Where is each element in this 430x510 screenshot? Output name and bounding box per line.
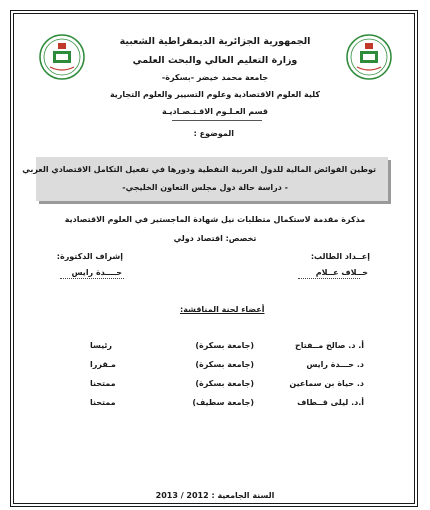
member-university: (جامعة بسكرة) <box>195 379 254 388</box>
department-underline <box>172 120 262 121</box>
header-university: جامعة محمد خيضر -بسكرة- <box>161 73 269 82</box>
academic-year: السنة الجامعية : 2012 / 2013 <box>155 491 275 500</box>
member-university: (جامعة بسكرة) <box>195 341 254 350</box>
member-university: (جامعة سطيف) <box>192 398 254 407</box>
member-role: مـقررا <box>90 360 116 369</box>
thesis-purpose: مذكرة مقدمة لاستكمال متطلبات نيل شهادة الماجستير في العلوم الاقتصادية <box>64 215 366 224</box>
committee-heading: أعضاء لجنة المناقشة: <box>180 305 265 314</box>
thesis-title-line2: - دراسة حالة دول مجلس التعاون الخليجي- <box>122 183 288 192</box>
header-republic: الجمهورية الجزائرية الديمقراطية الشعبية <box>119 36 311 47</box>
thesis-specialty: تخصص: اقتصاد دولي <box>173 234 257 243</box>
member-university: (جامعة بسكرة) <box>195 360 254 369</box>
thesis-title-line1: توطين الفوائض المالية للدول العربية النفطية ودورها في تفعيل التكامل الاقتصادي العربي <box>22 165 376 174</box>
member-name: أ. د. صالح مــفتاح <box>295 341 364 350</box>
header-department: قسم العـلـوم الاقـتـصـاديـة <box>161 107 269 116</box>
topic-label: الموضوع : <box>193 129 234 138</box>
member-role: ممتحنا <box>90 379 116 388</box>
header-ministry: وزارة التعليم العالي والبحث العلمي <box>132 55 298 66</box>
committee-row <box>0 360 430 374</box>
committee-row <box>0 379 430 393</box>
student-label: إعــداد الطالب: <box>310 252 370 261</box>
thesis-title-box <box>22 157 388 201</box>
header-faculty: كلية العلوم الاقتصادية وعلوم التسيير والعلوم التجارية <box>109 90 321 99</box>
student-name: خــلاف عــلام <box>315 268 368 277</box>
supervisor-dotline <box>60 278 124 279</box>
committee-row <box>0 398 430 412</box>
member-name: أ.د. ليلى قــطاف <box>297 398 364 407</box>
member-name: د. حـــدة رايس <box>306 360 364 369</box>
student-dotline <box>298 278 360 279</box>
supervisor-name: حــــدة رايس <box>71 268 122 277</box>
member-name: د. حياة بن سماعين <box>289 379 364 388</box>
committee-row <box>0 341 430 355</box>
member-role: رئيسا <box>90 341 113 350</box>
supervisor-label: إشراف الدكتورة: <box>56 252 123 261</box>
member-role: ممتحنا <box>90 398 116 407</box>
